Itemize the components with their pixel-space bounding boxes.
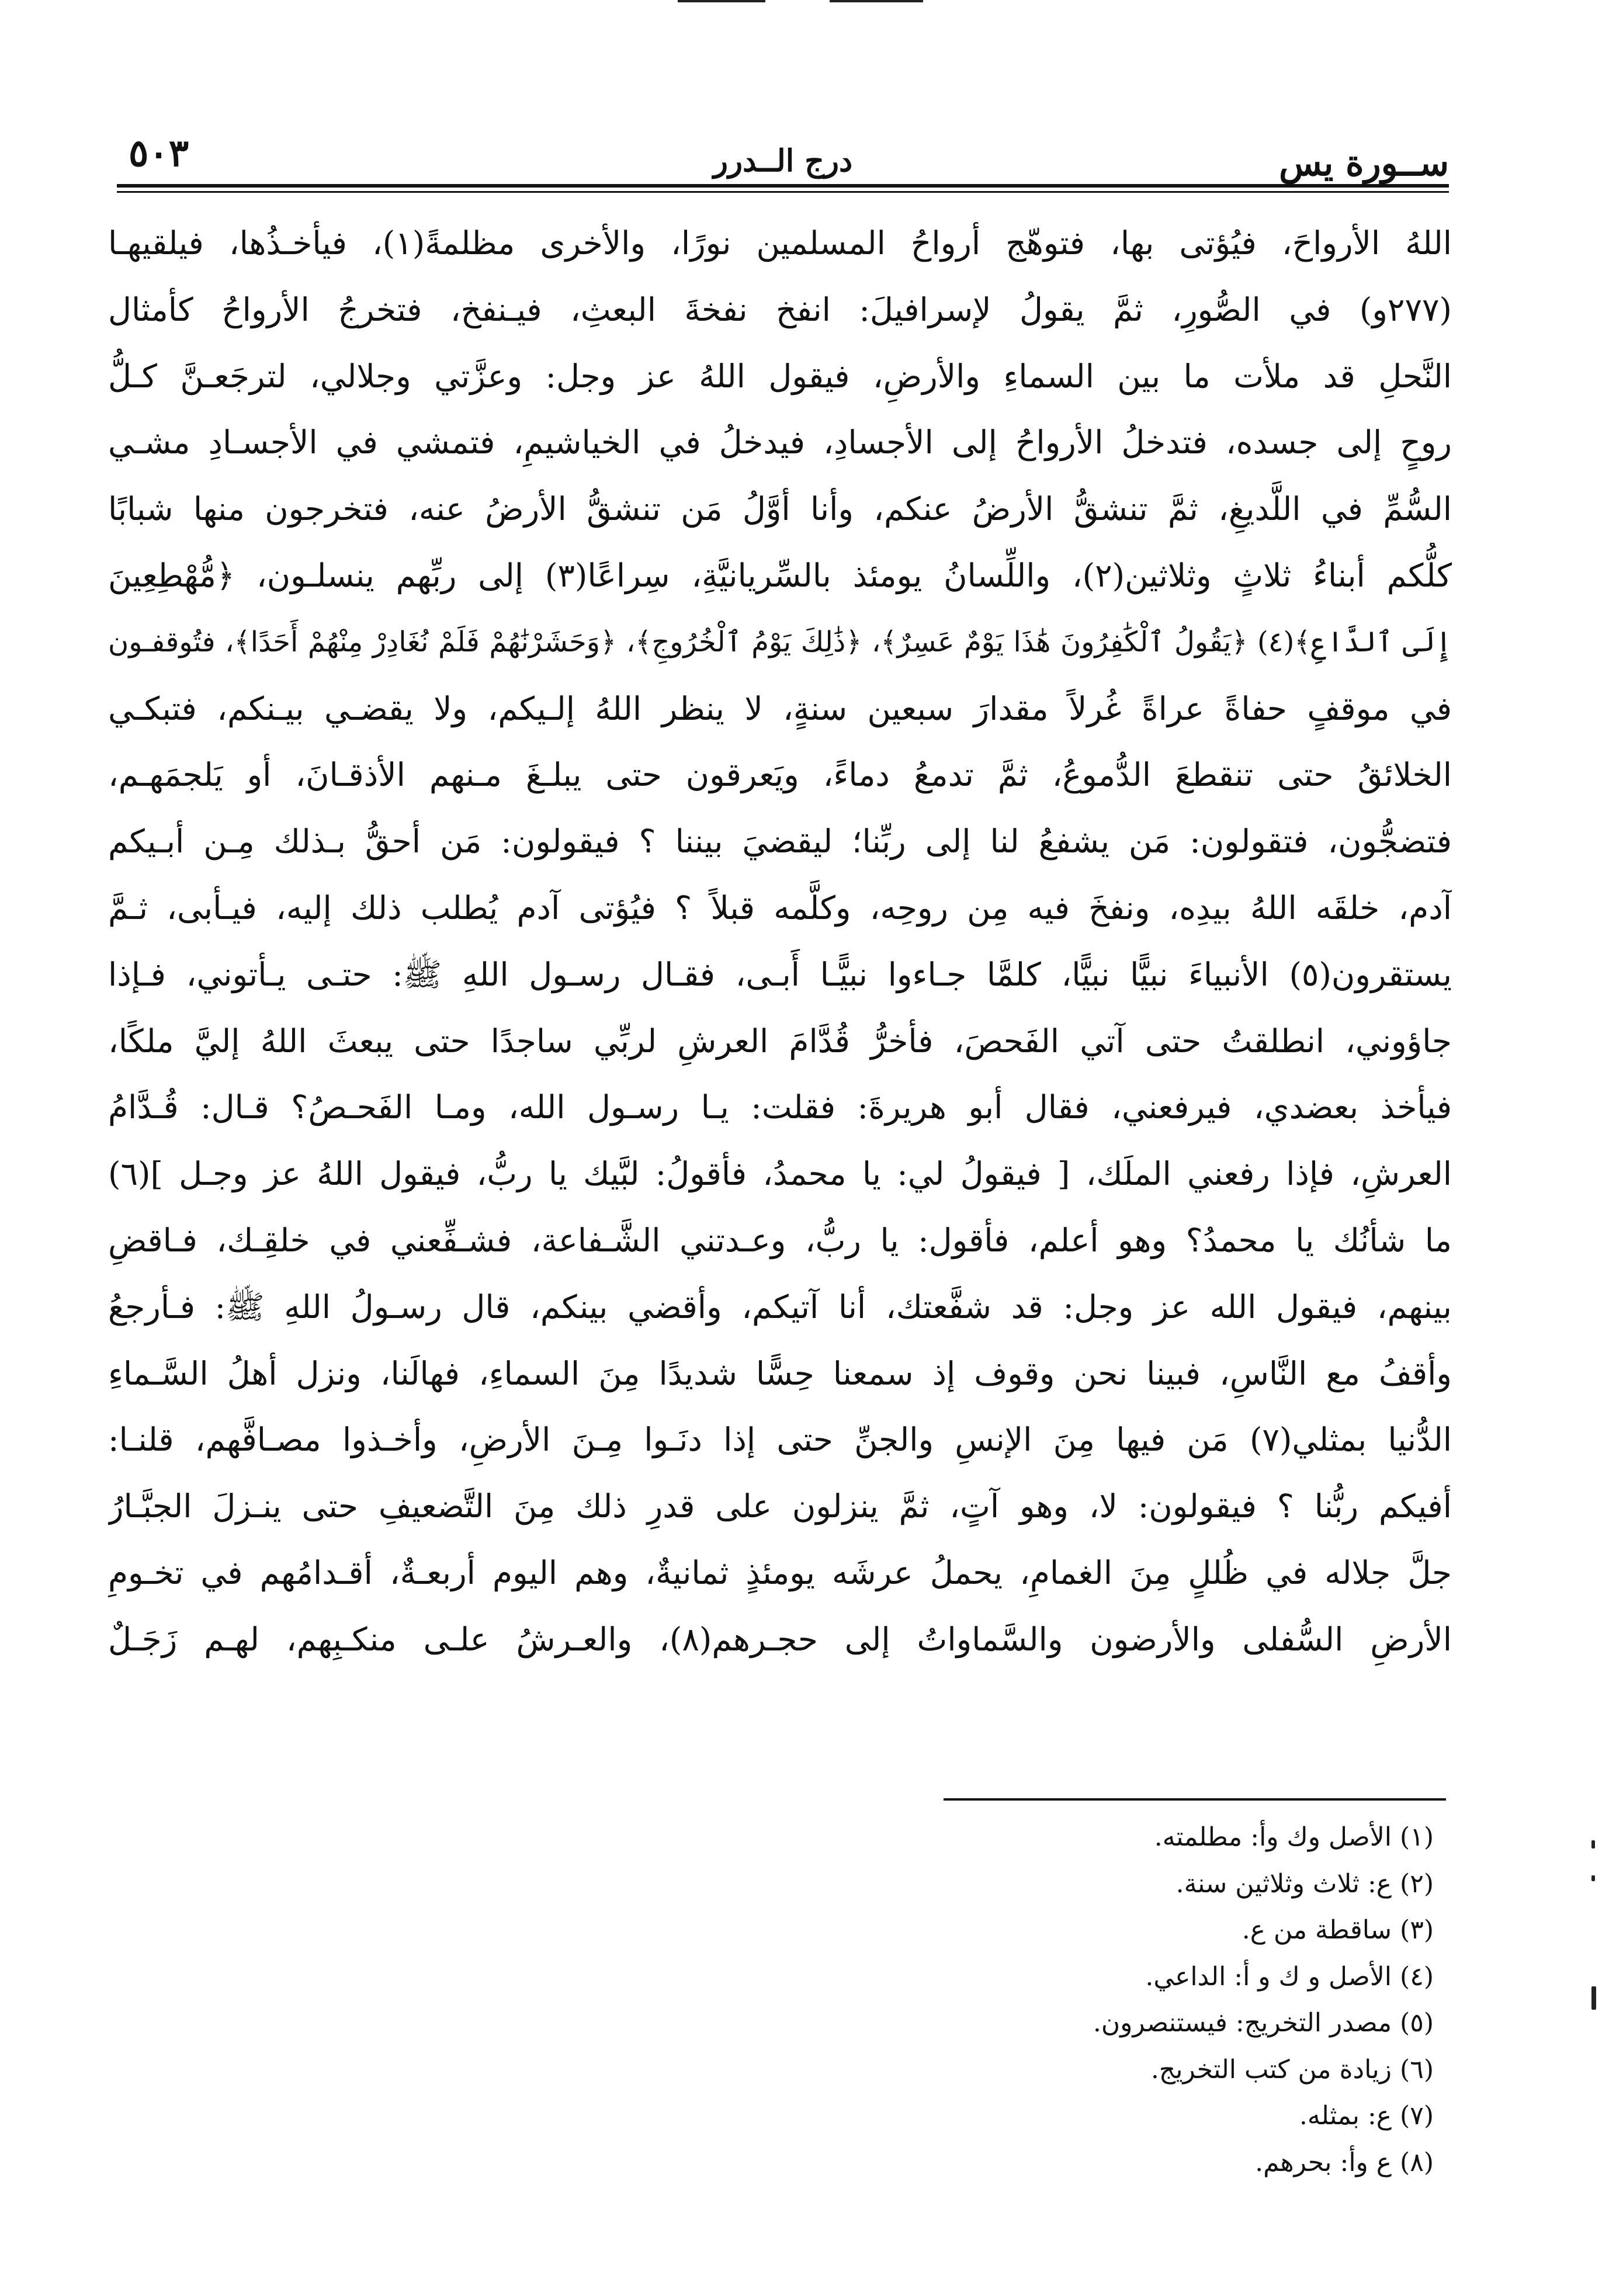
text-line: (٢٧٧و) في الصُّورِ، ثمَّ يقولُ لإسرافيلَ: انفخ نفخةَ البعثِ، فيـنفخ، فتخرجُ الأرواحُ كأمثال [108, 290, 1452, 328]
text-line: بينهم، فيقول الله عز وجل: قد شفَّعتك، أنا آتيكم، وأقضي بينكم، قال رسـولُ اللهِ ﷺ: فـأرجعُ [108, 1288, 1452, 1326]
footnote-item: (٨) ع وأ: بحرهم. [1255, 2147, 1434, 2177]
text-line: في موقفٍ حفاةً عراةً غُرلاً مقدارَ سبعين سنةٍ، لا ينظر اللهُ إلـيكم، ولا يقضـي بيـنكم، فتبكـي [108, 689, 1452, 727]
footnote-item: (٦) زيادة من كتب التخريج. [1150, 2054, 1434, 2085]
text-line: جاؤوني، انطلقتُ حتى آتي الفَحصَ، فأخرُّ قُدَّامَ العرشِ لربِّي ساجدًا حتى يبعثَ اللهُ إليَّ ملكًا، [108, 1022, 1452, 1060]
text-line: كلُّكم أبناءُ ثلاثٍ وثلاثين(٢)، واللِّسانُ يومئذ بالسِّريانيَّةِ، سِراعًا(٣) إلى ربِّهم ينسلـون، ﴿مُّهْطِعِينَ [108, 556, 1452, 594]
text-line: العرشِ، فإذا رفعني الملَك، [ فيقولُ لي: يا محمدُ، فأقولُ: لبَّيك يا ربُّ، فيقول اللهُ عز وجـل ](٦) [108, 1155, 1452, 1193]
header-rule-thin [117, 191, 1449, 193]
main-text [108, 210, 1452, 1673]
text-line: اللهُ الأرواحَ، فيُؤتى بها، فتوهّج أرواحُ المسلمين نورًا، والأخرى مظلمةً(١)، فيأخـذُها، فيلقيهـا [108, 224, 1452, 262]
footnote-item: (١) الأصل وك وأ: مطلمته. [1154, 1822, 1434, 1852]
text-line: جلَّ جلاله في ظُللٍ مِنَ الغمامِ، يحملُ عرشَه يومئذٍ ثمانيةٌ، وهم اليوم أربعـةٌ، أقـدامُهم في تخـومِ [108, 1553, 1452, 1591]
surah-title: ســورة يس [1279, 143, 1449, 184]
footnote-item: (٢) ع: ثلاث وثلاثين سنة. [1175, 1868, 1434, 1899]
text-line: وأقفُ مع النَّاسِ، فبينا نحن وقوف إذ سمعنا حِسًّا شديدًا مِنَ السماءِ، فهالَنا، ونزل أهلُ السَّـماءِ [108, 1354, 1452, 1392]
book-title: درج الــدرر [713, 143, 853, 179]
footnotes [616, 1814, 1434, 2186]
footnote-item: (٧) ع: بمثله. [1299, 2101, 1434, 2131]
page-header [117, 131, 1449, 190]
text-line: أفيكم ربُّنا ؟ فيقولون: لا، وهو آتٍ، ثمَّ ينزلون على قدرِ ذلك مِنَ التَّضعيفِ حتى ينـزلَ الجبَّـارُ [108, 1487, 1452, 1525]
text-line: الدُّنيا بمثلي(٧) مَن فيها مِنَ الإنسِ والجنِّ حتى إذا دنَـوا مِـنَ الأرضِ، وأخـذوا مصـافَّهم، قلنـا: [108, 1421, 1452, 1459]
scan-top-marks [678, 0, 923, 6]
footnote-item: (٥) مصدر التخريج: فيستنصرون. [1093, 2008, 1434, 2038]
text-line: الأرضِ السُّفلى والأرضون والسَّماواتُ إلى حجـرهم(٨)، والعـرشُ علـى منكـبِهم، لهـم زَجَـلٌ [108, 1620, 1452, 1658]
text-line: ما شأنُك يا محمدُ؟ وهو أعلم، فأقول: يا ربُّ، وعـدتني الشَّـفاعة، فشـفِّعني في خلقِـك، فـاقضِ [108, 1221, 1452, 1259]
page-number: ٥٠٣ [129, 131, 189, 175]
text-line: فيأخذ بعضدي، فيرفعني، فقال أبو هريرةَ: فقلت: يـا رسـول الله، ومـا الفَحـصُ؟ قـال: قُـدَّامُ [108, 1088, 1452, 1126]
text-line: النَّحلِ قد ملأت ما بين السماءِ والأرضِ، فيقول اللهُ عز وجل: وعزَّتي وجلالي، لترجَعـنَّ كـلُّ [108, 357, 1452, 395]
text-line: إِلَى ٱلدَّاعِ﴾(٤) ﴿يَقُولُ ٱلْكَٰفِرُونَ هَٰذَا يَوْمٌ عَسِرٌ﴾، ﴿ذَٰلِكَ يَوْمُ ٱلْخُرُوجِ﴾، ﴿وَحَشَرْنَٰهُمْ فَلَمْ نُغَادِرْ مِنْهُمْ أَحَدًا﴾، فتُوقفـون [108, 625, 1452, 658]
text-line: يستقرون(٥) الأنبياءَ نبيًّا نبيًّا، كلمَّا جـاءوا نبيًّـا أَبـى، فقـال رسـول اللهِ ﷺ: حتـى يـأتوني، فـإذا [108, 955, 1452, 993]
text-line: السُّمِّ في اللَّديغِ، ثمَّ تنشقُّ الأرضُ عنكم، وأنا أوَّلُ مَن تنشقُّ الأرضُ عنه، فتخرجون منها شبابًا [108, 490, 1452, 528]
text-line: فتضجُّون، فتقولون: مَن يشفعُ لنا إلى ربِّنا؛ ليقضيَ بيننا ؟ فيقولون: مَن أحقُّ بـذلك مِـن أبـيكم [108, 823, 1452, 861]
text-line: آدم، خلقَه اللهُ بيدِه، ونفخَ فيه مِن روحِه، وكلَّمه قبلاً ؟ فيُؤتى آدم يُطلب ذلك إليه، فيـأبى، ثـمَّ [108, 889, 1452, 927]
text-line: الخلائقُ حتى تنقطعَ الدُّموعُ، ثمَّ تدمعُ دماءً، ويَعرقون حتى يبلـغَ مـنهم الأذقـانَ، أو يَلجمَهـم، [108, 756, 1452, 794]
header-rule [117, 184, 1449, 188]
footnote-separator [944, 1798, 1446, 1801]
footnote-item: (٣) ساقطة من ع. [1242, 1915, 1434, 1945]
scan-margin-marks [1591, 1840, 1603, 2074]
footnote-item: (٤) الأصل و ك و أ: الداعي. [1145, 1961, 1434, 1992]
text-line: روحٍ إلى جسده، فتدخلُ الأرواحُ إلى الأجسادِ، فيدخلُ في الخياشيمِ، فتمشي في الأجسـادِ مشـي [108, 424, 1452, 462]
